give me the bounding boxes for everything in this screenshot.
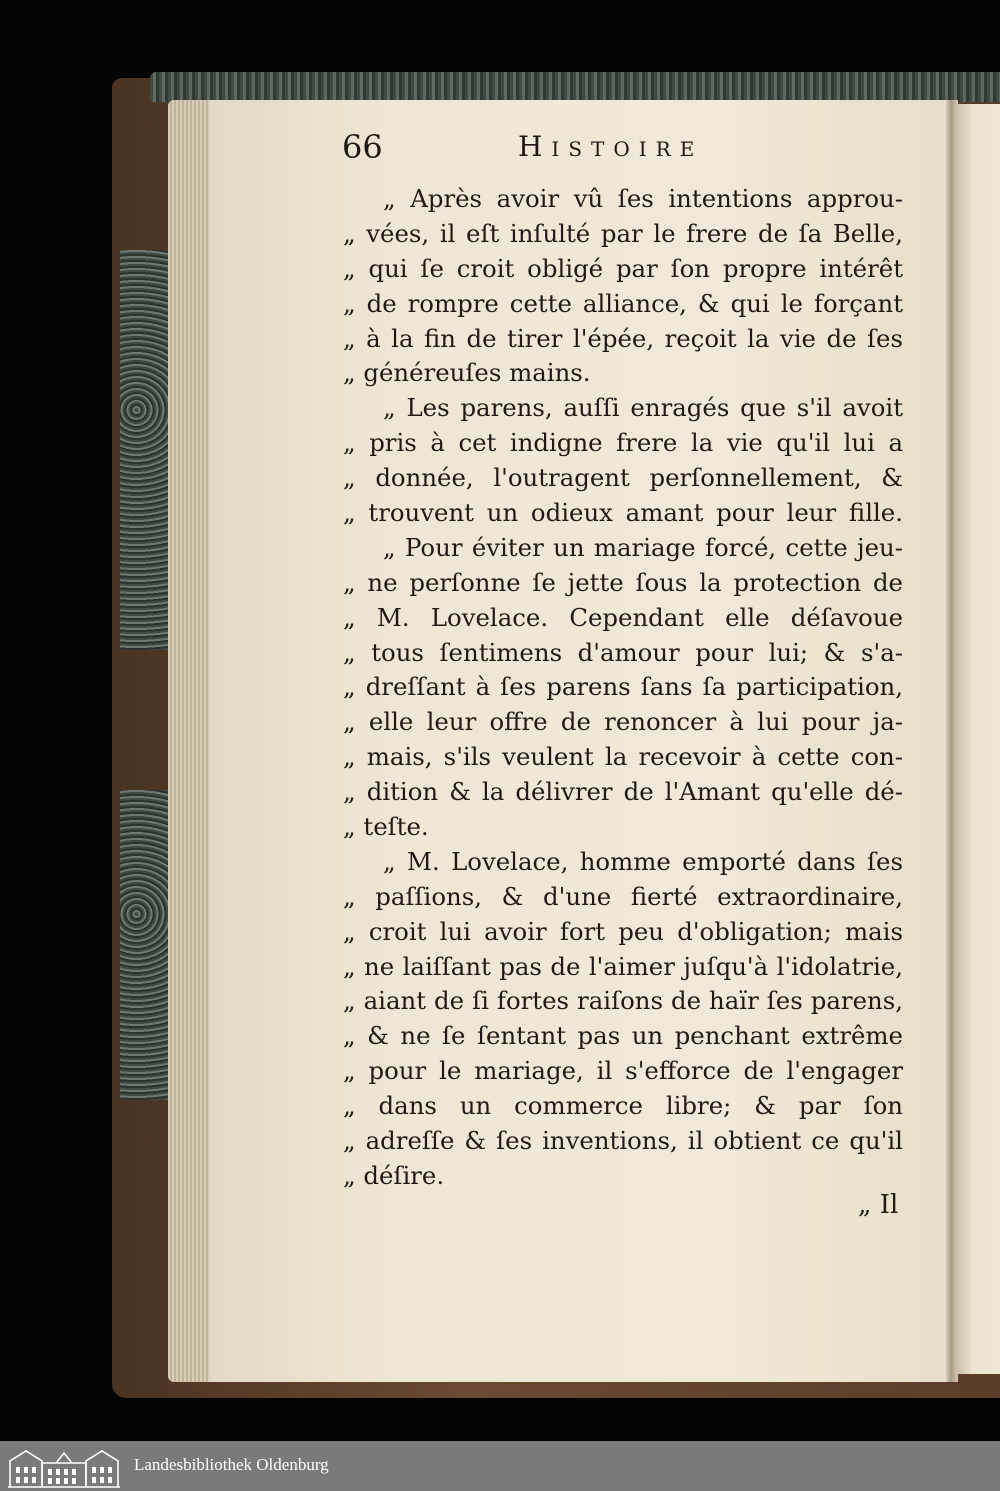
text-line: „ qui ſe croit obligé par ſon propre intérêt (343, 253, 903, 283)
text-line: „ teſte. (343, 812, 429, 842)
text-line: „ trouvent un odieux amant pour leur fille. (343, 498, 903, 528)
library-name: Landesbibliothek Oldenburg (134, 1455, 329, 1474)
text-line: „ dans un commerce libre; & par ſon (343, 1091, 903, 1121)
text-line: „ & ne ſe ſentant pas un penchant extrême (343, 1021, 903, 1051)
text-line: „ croit lui avoir fort peu d'obligation; mais (343, 916, 903, 946)
text-line: „ dition & la délivrer de l'Amant qu'elle dé- (343, 777, 903, 807)
right-page-edge (955, 104, 1000, 1374)
page-header (338, 128, 908, 172)
marbled-board-upper (120, 250, 175, 650)
text-line: „ tous ſentimens d'amour pour lui; & s'a- (343, 637, 903, 667)
catchword: „ Il (858, 1190, 899, 1220)
text-line: „ généreuſes mains. (343, 358, 591, 388)
cover-top-edge (150, 72, 1000, 102)
text-line: „ paſſions, & d'une fierté extraordinaire, (343, 881, 903, 911)
text-line: „ vées, il eſt inſulté par le frere de ſa Belle, (343, 218, 903, 248)
page-body (343, 182, 903, 1194)
text-line: „ adreſſe & ſes inventions, il obtient ce qu'il (343, 1126, 903, 1156)
text-line: „ ne laiſſant pas de l'aimer juſqu'à l'idolatrie, (343, 951, 903, 981)
text-line: „ pris à cet indigne frere la vie qu'il lui a (343, 428, 903, 458)
marbled-board-lower (120, 790, 175, 1100)
text-line: „ Les parens, auſſi enragés que s'il avoit (383, 393, 903, 423)
running-title: Histoire (518, 130, 704, 163)
text-line: „ Après avoir vû ſes intentions approu- (383, 184, 903, 213)
page-number: 66 (342, 128, 383, 166)
text-line: „ à la fin de tirer l'épée, reçoit la vie de ſes (343, 323, 903, 353)
library-building-icon (6, 1443, 122, 1489)
text-line: „ M. Lovelace, homme emporté dans ſes (383, 846, 903, 876)
text-line: „ déſire. (343, 1160, 445, 1190)
text-line: „ dreſſant à ſes parens ſans ſa participation, (343, 672, 903, 702)
text-line: „ mais, s'ils veulent la recevoir à cette con- (343, 742, 903, 772)
text-line: „ donnée, l'outragent perſonnellement, & (343, 463, 903, 493)
text-line: „ aiant de ſi fortes raiſons de haïr ſes parens, (343, 986, 903, 1016)
text-line: „ Pour éviter un mariage forcé, cette jeu- (383, 532, 903, 562)
text-line: „ ne perſonne ſe jette ſous la protection de (343, 567, 903, 597)
footer-bar (0, 1441, 1000, 1491)
text-line: „ elle leur offre de renoncer à lui pour ja- (343, 707, 903, 737)
text-line: „ M. Lovelace. Cependant elle déſavoue (343, 602, 903, 632)
text-line: „ pour le mariage, il s'efforce de l'engager (343, 1056, 903, 1086)
text-line: „ de rompre cette alliance, & qui le forçant (343, 288, 903, 318)
